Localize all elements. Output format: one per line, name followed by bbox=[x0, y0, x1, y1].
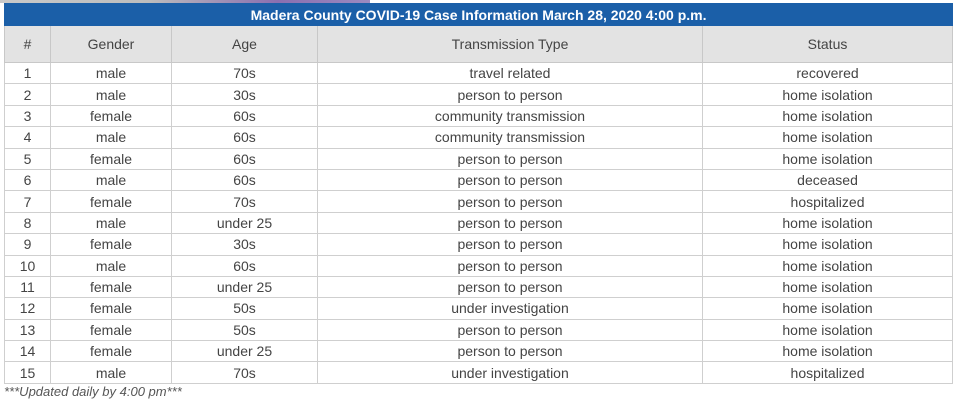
cell-status: home isolation bbox=[703, 255, 953, 276]
cell-gender: male bbox=[51, 169, 172, 190]
cell-transmission-type: person to person bbox=[318, 319, 703, 340]
cell-gender: male bbox=[51, 362, 172, 383]
cell-status: home isolation bbox=[703, 341, 953, 362]
cell-status: home isolation bbox=[703, 276, 953, 297]
cell-status: deceased bbox=[703, 169, 953, 190]
column-header-transmission-type: Transmission Type bbox=[318, 26, 703, 63]
cell-number: 12 bbox=[5, 298, 51, 319]
table-row bbox=[5, 362, 953, 383]
cell-gender: female bbox=[51, 276, 172, 297]
cell-status: home isolation bbox=[703, 105, 953, 126]
cell-gender: female bbox=[51, 341, 172, 362]
cell-age: 50s bbox=[172, 319, 318, 340]
cell-number: 15 bbox=[5, 362, 51, 383]
cell-transmission-type: under investigation bbox=[318, 362, 703, 383]
cell-number: 4 bbox=[5, 127, 51, 148]
cell-status: hospitalized bbox=[703, 191, 953, 212]
cell-number: 6 bbox=[5, 169, 51, 190]
column-header-gender: Gender bbox=[51, 26, 172, 63]
table-row bbox=[5, 105, 953, 126]
table-row bbox=[5, 298, 953, 319]
cell-gender: male bbox=[51, 84, 172, 105]
cell-transmission-type: community transmission bbox=[318, 127, 703, 148]
cell-number: 13 bbox=[5, 319, 51, 340]
cell-number: 9 bbox=[5, 234, 51, 255]
cell-status: recovered bbox=[703, 63, 953, 84]
cell-number: 14 bbox=[5, 341, 51, 362]
table-row bbox=[5, 255, 953, 276]
table-row bbox=[5, 191, 953, 212]
cell-number: 1 bbox=[5, 63, 51, 84]
case-table bbox=[4, 3, 953, 384]
cell-gender: female bbox=[51, 234, 172, 255]
column-header-number: # bbox=[5, 26, 51, 63]
cell-age: 70s bbox=[172, 191, 318, 212]
cell-transmission-type: person to person bbox=[318, 234, 703, 255]
cell-number: 3 bbox=[5, 105, 51, 126]
cell-transmission-type: person to person bbox=[318, 212, 703, 233]
cell-age: 30s bbox=[172, 84, 318, 105]
cell-gender: female bbox=[51, 319, 172, 340]
cell-transmission-type: under investigation bbox=[318, 298, 703, 319]
table-row bbox=[5, 319, 953, 340]
cell-transmission-type: community transmission bbox=[318, 105, 703, 126]
cell-age: under 25 bbox=[172, 276, 318, 297]
cell-number: 5 bbox=[5, 148, 51, 169]
cell-gender: male bbox=[51, 127, 172, 148]
cell-transmission-type: person to person bbox=[318, 191, 703, 212]
cell-age: 70s bbox=[172, 362, 318, 383]
column-header-age: Age bbox=[172, 26, 318, 63]
table-row bbox=[5, 341, 953, 362]
cell-status: home isolation bbox=[703, 84, 953, 105]
cell-number: 8 bbox=[5, 212, 51, 233]
cell-status: hospitalized bbox=[703, 362, 953, 383]
table-row bbox=[5, 234, 953, 255]
cell-number: 7 bbox=[5, 191, 51, 212]
cell-number: 10 bbox=[5, 255, 51, 276]
cell-age: 60s bbox=[172, 105, 318, 126]
cell-age: 60s bbox=[172, 148, 318, 169]
table-row bbox=[5, 212, 953, 233]
table-row bbox=[5, 276, 953, 297]
cell-gender: male bbox=[51, 63, 172, 84]
cell-number: 2 bbox=[5, 84, 51, 105]
cell-age: 50s bbox=[172, 298, 318, 319]
cell-gender: female bbox=[51, 191, 172, 212]
table-row bbox=[5, 127, 953, 148]
cell-status: home isolation bbox=[703, 319, 953, 340]
cell-status: home isolation bbox=[703, 298, 953, 319]
cell-age: under 25 bbox=[172, 212, 318, 233]
cell-age: under 25 bbox=[172, 341, 318, 362]
cell-gender: female bbox=[51, 148, 172, 169]
column-header-status: Status bbox=[703, 26, 953, 63]
case-table-container bbox=[4, 3, 952, 384]
table-title: Madera County COVID-19 Case Information March 28, 2020 4:00 p.m. bbox=[5, 4, 953, 26]
table-row bbox=[5, 84, 953, 105]
cell-gender: female bbox=[51, 298, 172, 319]
cell-gender: male bbox=[51, 255, 172, 276]
table-row bbox=[5, 148, 953, 169]
cell-transmission-type: person to person bbox=[318, 148, 703, 169]
table-body bbox=[5, 63, 953, 384]
cell-status: home isolation bbox=[703, 234, 953, 255]
cell-status: home isolation bbox=[703, 127, 953, 148]
cell-gender: male bbox=[51, 212, 172, 233]
table-row bbox=[5, 63, 953, 84]
cell-transmission-type: person to person bbox=[318, 276, 703, 297]
cell-age: 60s bbox=[172, 127, 318, 148]
cell-number: 11 bbox=[5, 276, 51, 297]
cell-age: 70s bbox=[172, 63, 318, 84]
cell-transmission-type: person to person bbox=[318, 255, 703, 276]
cell-transmission-type: travel related bbox=[318, 63, 703, 84]
cell-age: 30s bbox=[172, 234, 318, 255]
cell-transmission-type: person to person bbox=[318, 341, 703, 362]
cell-status: home isolation bbox=[703, 148, 953, 169]
cell-transmission-type: person to person bbox=[318, 84, 703, 105]
cell-gender: female bbox=[51, 105, 172, 126]
update-footnote: ***Updated daily by 4:00 pm*** bbox=[4, 384, 182, 399]
cell-status: home isolation bbox=[703, 212, 953, 233]
cell-age: 60s bbox=[172, 255, 318, 276]
table-title-row bbox=[5, 4, 953, 26]
cell-age: 60s bbox=[172, 169, 318, 190]
table-row bbox=[5, 169, 953, 190]
cell-transmission-type: person to person bbox=[318, 169, 703, 190]
table-header-row bbox=[5, 26, 953, 63]
